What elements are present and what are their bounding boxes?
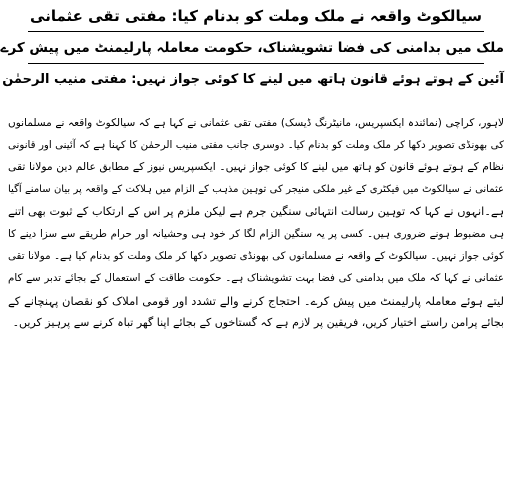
headline-divider — [28, 63, 484, 64]
body-line: عثمانی نے کہا کہ ملک میں بدامنی کی فضا بہت تشویشناک ہے۔ حکومت طاقت کے استعمال کے بجائے تدبر سے کام — [8, 272, 504, 285]
article-body — [8, 112, 504, 334]
headline-divider — [28, 31, 484, 32]
body-line: لیتے ہوئے معاملہ پارلیمنٹ میں پیش کرے۔ احتجاج کرنے والے تشدد اور قومی املاک کو نقصان پہنچانے کے — [8, 293, 504, 308]
headline-sub-2: آئین کے ہوتے ہوئے قانون ہاتھ میں لینے کا کوئی جواز نہیں: مفتی منیب الرحمٰن — [2, 72, 504, 87]
body-line: عثمانی نے سیالکوٹ میں فیکٹری کے غیر ملکی منیجر کی توہین مذہب کے الزام میں ہلاکت کے واقعہ پر بیان سامنے آگیا — [8, 183, 504, 195]
headline-main: سیالکوٹ واقعہ نے ملک وملت کو بدنام کیا: مفتی تقی عثمانی — [30, 7, 482, 25]
headline-sub-1: ملک میں بدامنی کی فضا تشویشناک، حکومت معاملہ پارلیمنٹ میں پیش کرے — [0, 40, 504, 56]
headline-block — [0, 4, 512, 92]
body-line: نظام کے ہوتے ہوئے قانون کو ہاتھ میں لینے کا کوئی جواز نہیں۔ ایکسپریس نیوز کے مطابق عالم دین مولانا تقی — [8, 160, 504, 174]
body-line: ہے۔انہوں نے کہا کہ توہین رسالت انتہائی سنگین جرم ہے لیکن ملزم پر اس کے ارتکاب کے ثبوت بھی اتنے — [8, 204, 504, 218]
body-line: کوئی جواز نہیں۔ سیالکوٹ کے واقعہ نے مسلمانوں کی بھونڈی تصویر دکھا کر ملک وملت کو بدنام کیا ہے۔ مولانا تقی — [8, 250, 504, 263]
body-line: بجائے پرامن راستے اختیار کریں، فریقین پر لازم ہے کہ گستاخوں کے بجائے اپنا گھر تباہ کرنے سے پرہیز کریں۔ — [12, 315, 504, 329]
body-line: لاہور، کراچی (نمائندہ ایکسپریس، مانیٹرنگ ڈیسک) مفتی تقی عثمانی نے کہا ہے کہ سیالکوٹ واقعہ نے مسلمانوں — [8, 117, 504, 129]
body-line: ہی مضبوط ہونے ضروری ہیں۔ کسی پر یہ سنگین الزام لگا کر خود ہی وحشیانہ اور حرام طریقے سے سزا دینے کا — [8, 228, 504, 241]
body-line: کی بھونڈی تصویر دکھا کر ملک وملت کو بدنام کیا۔ دوسری جانب مفتی منیب الرحمٰن کا کہنا ہے کہ آئینی اور قانونی — [8, 139, 504, 152]
